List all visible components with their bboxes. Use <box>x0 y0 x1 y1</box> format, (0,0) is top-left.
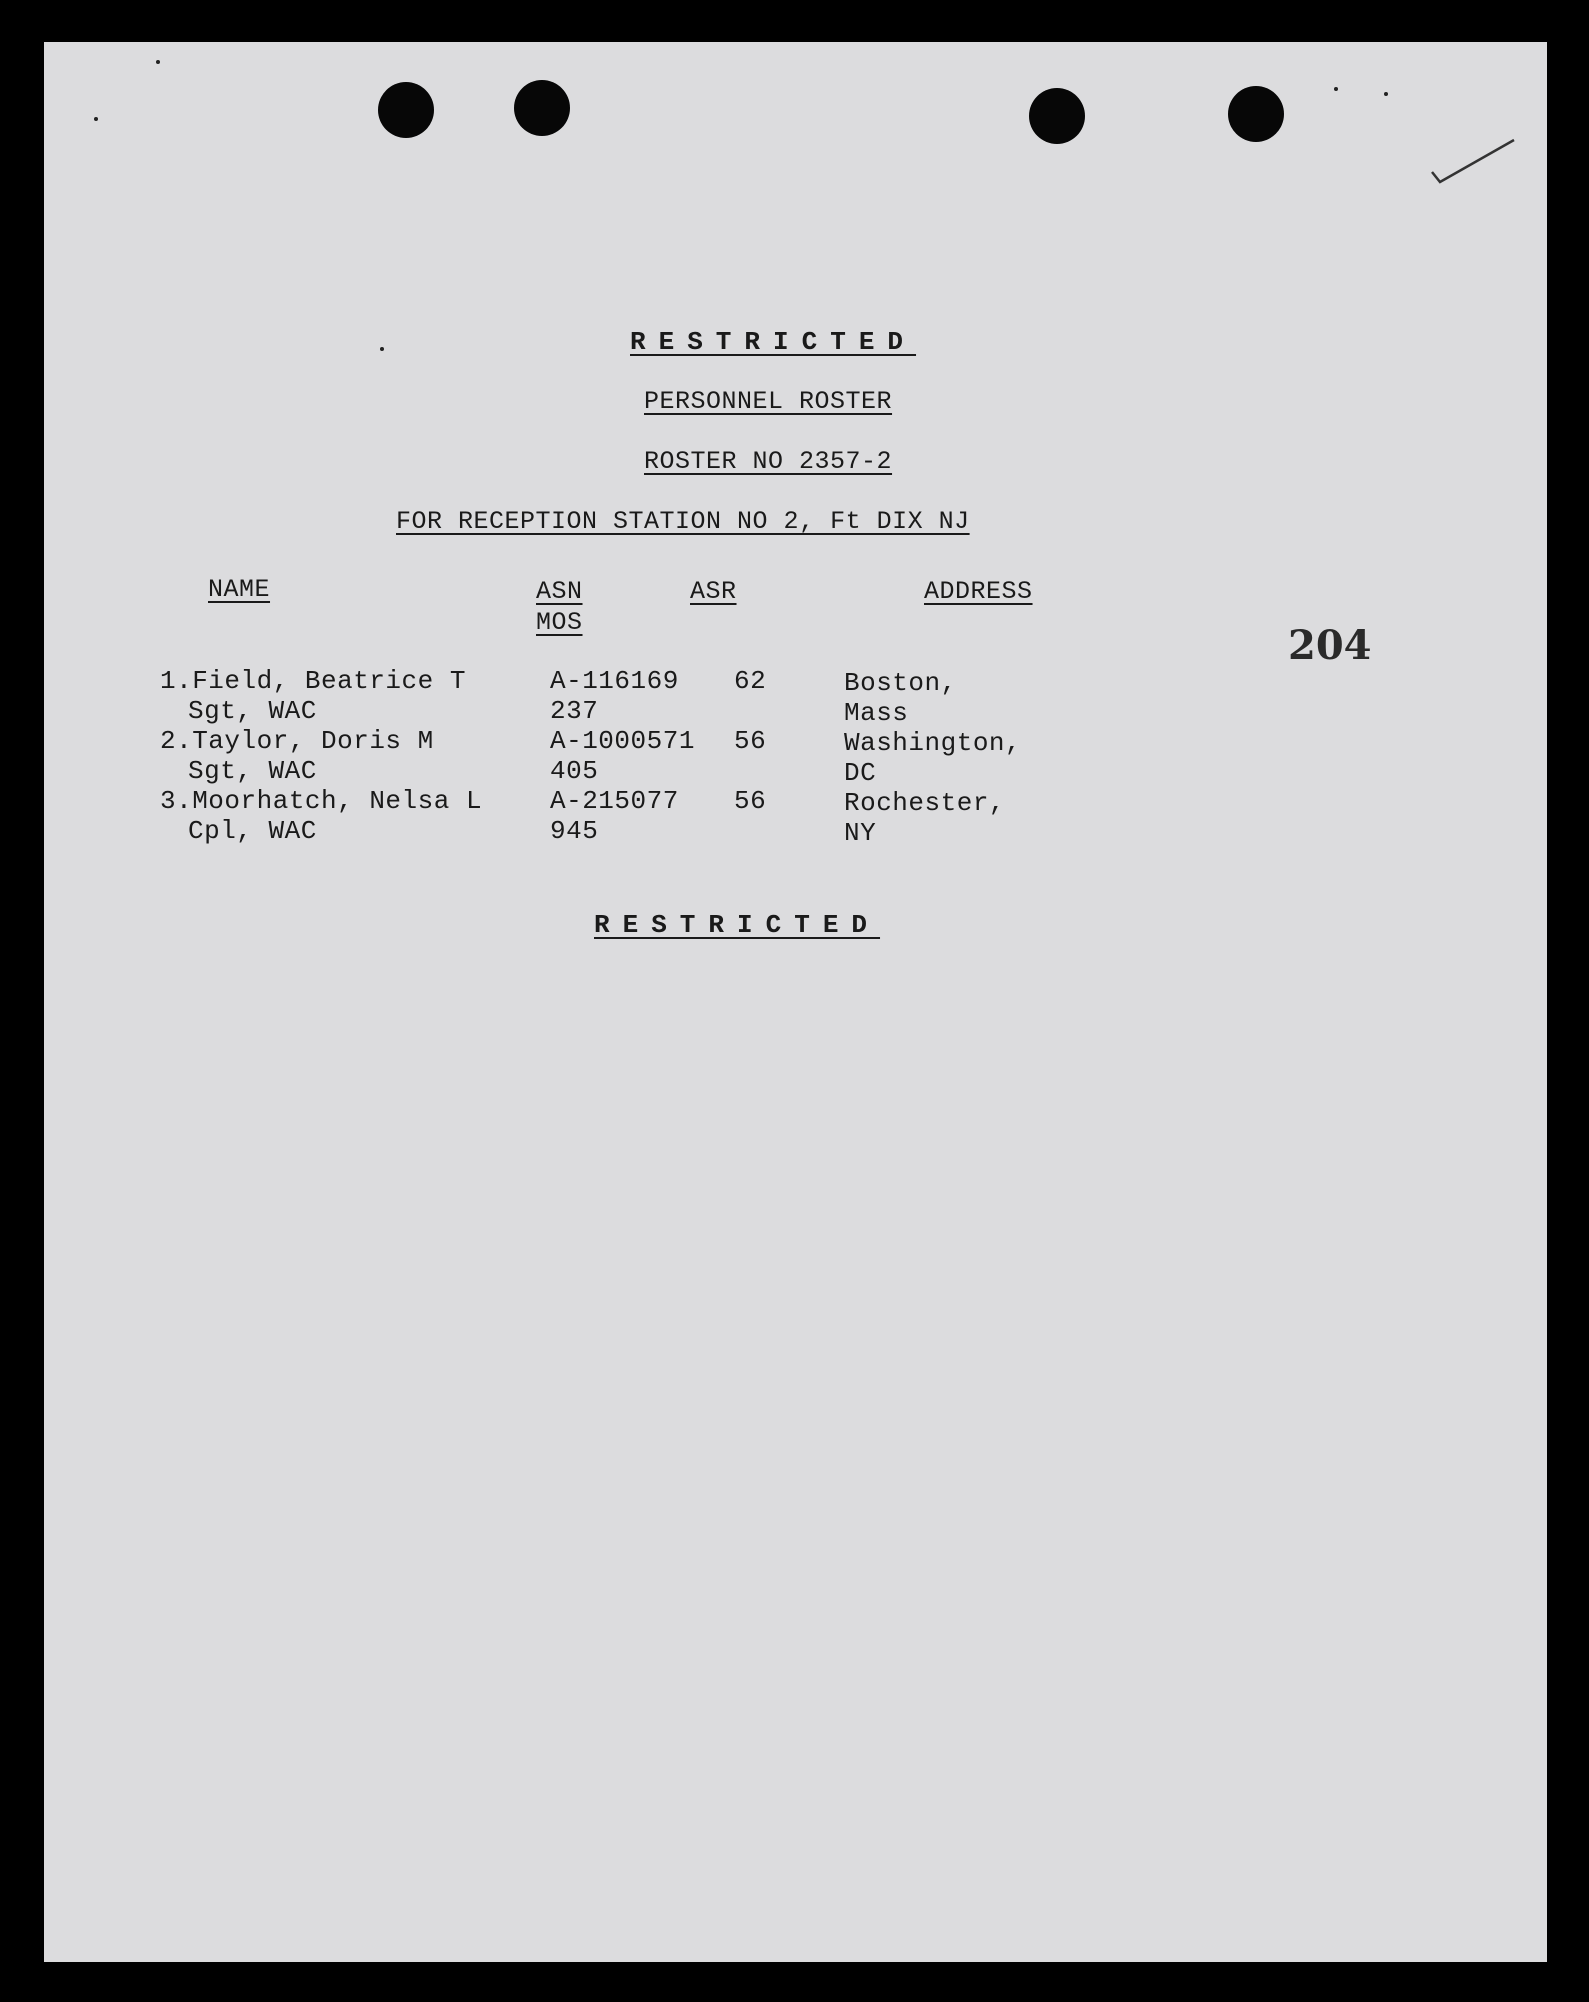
row-1-rank: Sgt, WAC <box>188 696 317 726</box>
speck <box>1334 87 1338 91</box>
row-1-name: 1.Field, Beatrice T <box>160 666 466 696</box>
column-header-asn: ASN <box>536 577 583 606</box>
speck <box>156 60 160 64</box>
column-header-mos: MOS <box>536 608 583 637</box>
check-mark-icon <box>1424 132 1524 192</box>
restricted-header: RESTRICTED <box>630 327 917 357</box>
row-1-asn: A-116169 <box>550 666 679 696</box>
roster-number: ROSTER NO 2357-2 <box>644 447 893 476</box>
page-number-stamp: 204 <box>1288 622 1372 669</box>
row-2-rank: Sgt, WAC <box>188 756 317 786</box>
speck <box>1384 92 1388 96</box>
column-header-address: ADDRESS <box>924 577 1033 606</box>
column-header-asr: ASR <box>690 577 737 606</box>
row-1-state: Mass <box>844 698 909 728</box>
row-2-asn: A-1000571 <box>550 726 695 756</box>
punch-hole-2 <box>514 80 570 136</box>
row-2-state: DC <box>844 758 877 788</box>
document-page <box>44 42 1547 1962</box>
restricted-footer: RESTRICTED <box>594 910 881 940</box>
punch-hole-3 <box>1029 88 1085 144</box>
speck <box>380 347 384 351</box>
document-title: PERSONNEL ROSTER <box>644 387 893 416</box>
row-3-mos: 945 <box>550 816 599 846</box>
row-1-mos: 237 <box>550 696 599 726</box>
row-1-asr: 62 <box>734 666 767 696</box>
row-2-city: Washington, <box>844 728 1022 758</box>
row-3-state: NY <box>844 818 877 848</box>
row-3-asr: 56 <box>734 786 767 816</box>
row-1-city: Boston, <box>844 668 957 698</box>
row-3-city: Rochester, <box>844 788 1006 818</box>
row-3-asn: A-215077 <box>550 786 679 816</box>
row-2-name: 2.Taylor, Doris M <box>160 726 434 756</box>
station-line: FOR RECEPTION STATION NO 2, Ft DIX NJ <box>396 507 970 536</box>
punch-hole-4 <box>1228 86 1284 142</box>
row-3-name: 3.Moorhatch, Nelsa L <box>160 786 483 816</box>
row-2-mos: 405 <box>550 756 599 786</box>
row-3-rank: Cpl, WAC <box>188 816 317 846</box>
punch-hole-1 <box>378 82 434 138</box>
column-header-name: NAME <box>208 575 271 604</box>
speck <box>94 117 98 121</box>
row-2-asr: 56 <box>734 726 767 756</box>
